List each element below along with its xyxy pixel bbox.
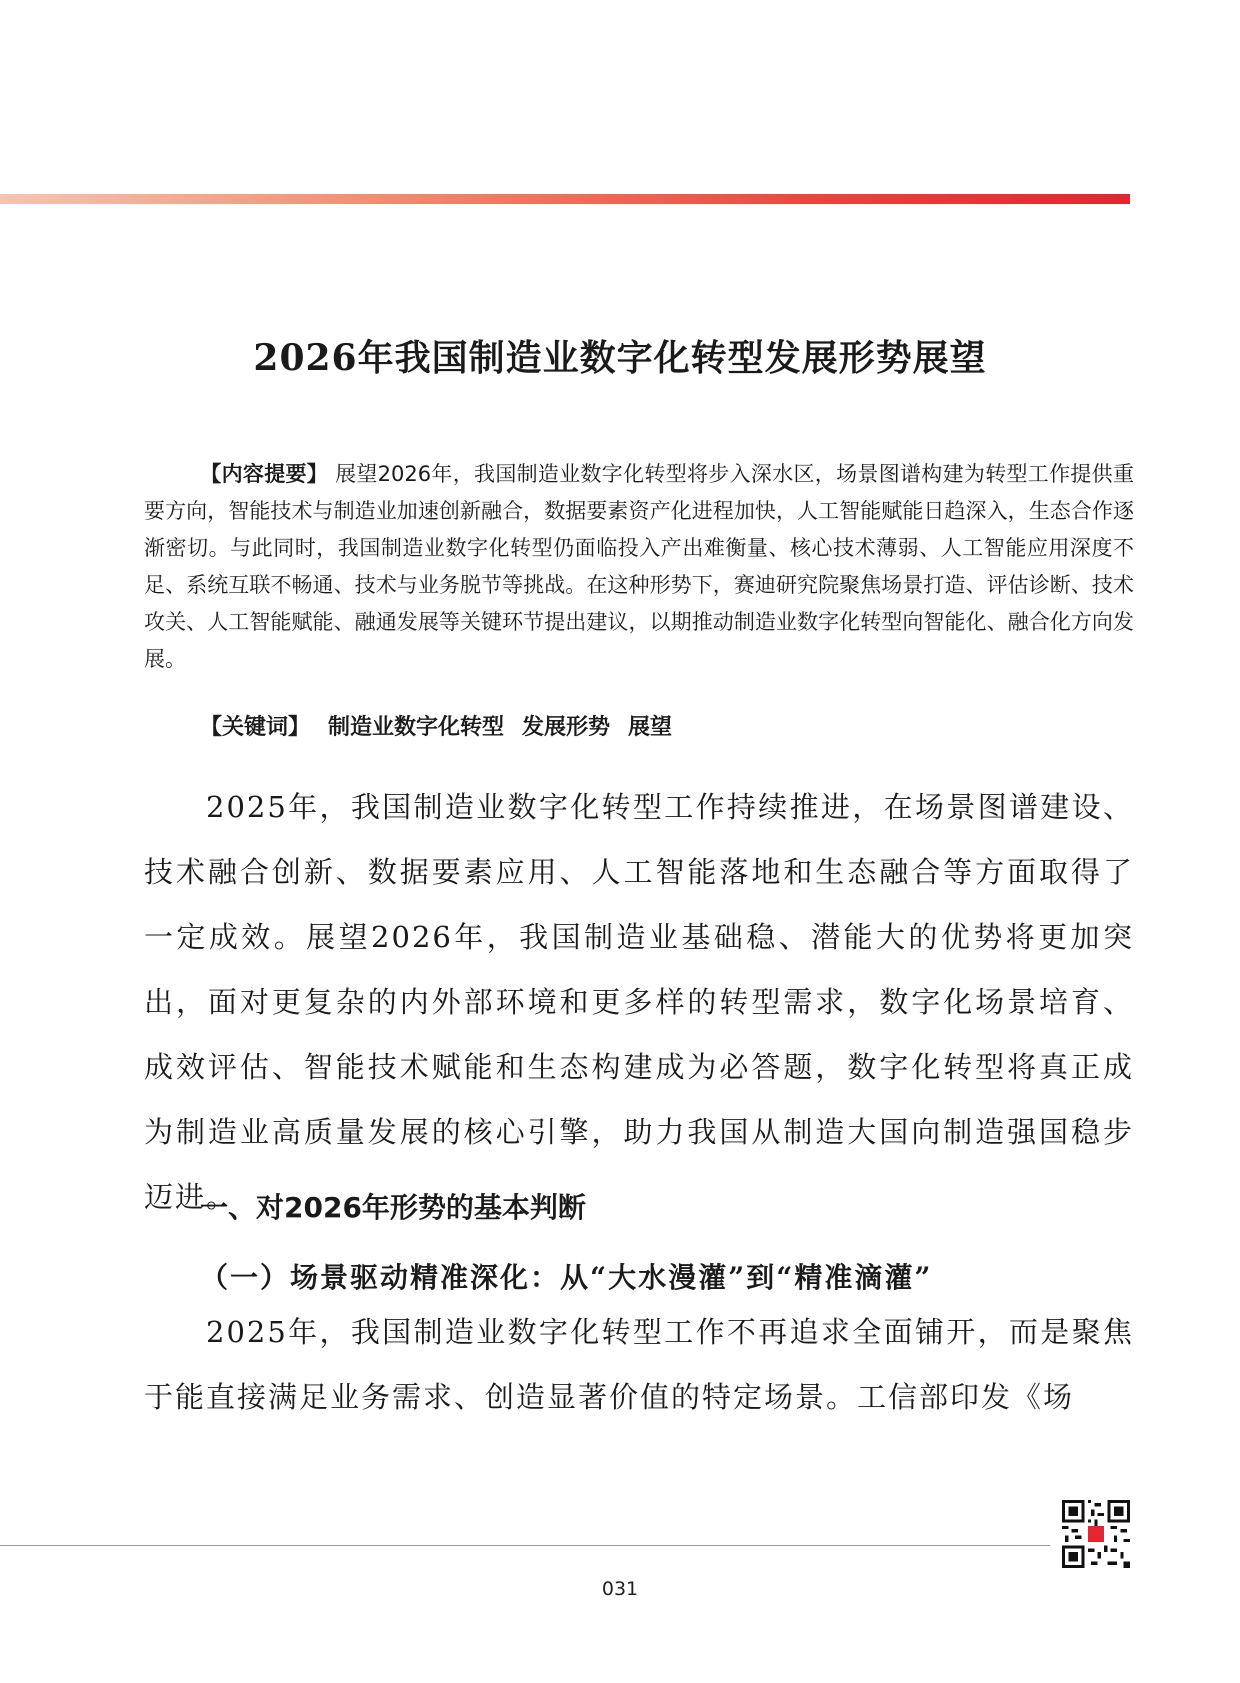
- section-heading: 一、对2026年形势的基本判断: [200, 1191, 586, 1224]
- subsection-heading: （一）场景驱动精准深化：从“大水漫灌”到“精准滴灌”: [200, 1261, 933, 1294]
- keyword-item: 展望: [628, 715, 673, 740]
- page-number: 031: [601, 1578, 639, 1600]
- keywords: [200, 710, 1160, 741]
- abstract-label: 【内容提要】: [200, 462, 329, 486]
- body-paragraph-1-text: 2025年，我国制造业数字化转型工作持续推进，在场景图谱建设、技术融合创新、数据要素应用、人工智能落地和生态融合等方面取得了一定成效。展望2026年，我国制造业基础稳、潜能大的优势将更加突出，面对更复杂的内外部环境和更多样的转型需求，数字化场景培育、成效评估、智能技术赋能和生态构建成为必答题，数字化转型将真正成为制造业高质量发展的核心引擎，助力我国从制造大国向制造强国稳步迈进。: [144, 790, 1134, 1214]
- keywords-label: 【关键词】: [200, 715, 311, 740]
- body-paragraph-1: [144, 775, 1134, 1230]
- keyword-item: 制造业数字化转型: [328, 715, 505, 740]
- qr-code-icon: [1062, 1500, 1130, 1568]
- body-paragraph-2-text: 2025年，我国制造业数字化转型工作不再追求全面铺开，而是聚焦于能直接满足业务需求、创造显著价值的特定场景。工信部印发《场: [144, 1315, 1134, 1414]
- header-accent-bar: [0, 194, 1130, 204]
- keyword-item: 发展形势: [522, 715, 611, 740]
- body-paragraph-2: [144, 1300, 1134, 1430]
- abstract: [144, 456, 1134, 678]
- page-title: 2026年我国制造业数字化转型发展形势展望: [253, 337, 987, 379]
- footer-divider: [0, 1545, 1050, 1546]
- abstract-text: 展望2026年，我国制造业数字化转型将步入深水区，场景图谱构建为转型工作提供重要方向，智能技术与制造业加速创新融合，数据要素资产化进程加快，人工智能赋能日趋深入，生态合作逐渐密切。与此同时，我国制造业数字化转型仍面临投入产出难衡量、核心技术薄弱、人工智能应用深度不足、系统互联不畅通、技术与业务脱节等挑战。在这种形势下，赛迪研究院聚焦场景打造、评估诊断、技术攻关、人工智能赋能、融通发展等关键环节提出建议，以期推动制造业数字化转型向智能化、融合化方向发展。: [144, 462, 1134, 671]
